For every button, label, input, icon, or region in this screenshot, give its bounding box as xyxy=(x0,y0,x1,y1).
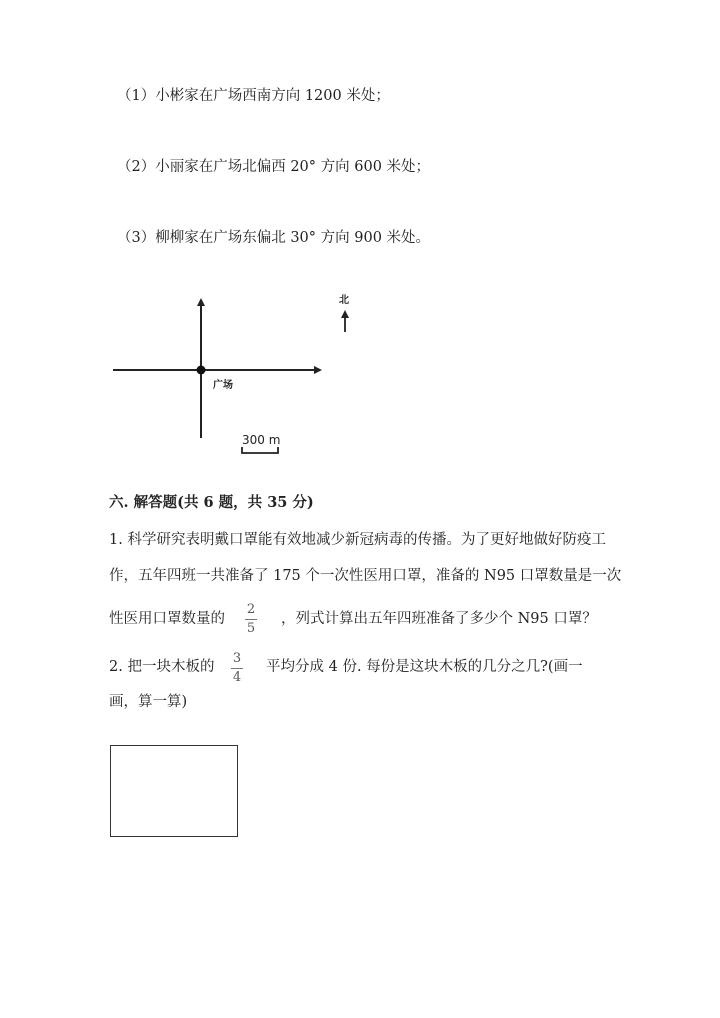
q2-line-1-pre: 2. 把一块木板的 xyxy=(109,659,215,675)
direction-diagram xyxy=(0,0,720,470)
q1-line-3-post: ，列式计算出五年四班准备了多少个 N95 口罩？ xyxy=(281,611,597,627)
condition-1: （1）小彬家在广场西南方向 1200 米处； xyxy=(117,88,390,104)
q1-fraction xyxy=(243,603,259,636)
q1-fraction-bar xyxy=(245,619,257,620)
q2-fraction xyxy=(229,652,245,685)
q1-line-2: 作，五年四班一共准备了 175 个一次性医用口罩，准备的 N95 口罩数量是一次 xyxy=(109,568,622,584)
q1-fraction-numerator: 2 xyxy=(246,602,256,617)
q2-fraction-bar xyxy=(231,668,243,669)
condition-3: （3）柳柳家在广场东偏北 30° 方向 900 米处。 xyxy=(117,230,431,246)
north-label: 北 xyxy=(339,295,349,306)
square-center-point xyxy=(197,366,206,375)
q2-line-1-post: 平均分成 4 份. 每份是这块木板的几分之几?(画一 xyxy=(266,659,583,675)
q1-line-1: 1. 科学研究表明戴口罩能有效地减少新冠病毒的传播。为了更好地做好防疫工 xyxy=(109,532,606,548)
q1-fraction-denominator: 5 xyxy=(246,621,256,636)
board-rectangle xyxy=(110,745,238,837)
center-label: 广场 xyxy=(213,380,233,391)
section-title: 六. 解答题(共 6 题，共 35 分) xyxy=(109,494,314,511)
q1-line-3-pre: 性医用口罩数量的 xyxy=(109,611,225,627)
scale-bar xyxy=(242,447,278,453)
scale-label: 300 m xyxy=(242,433,281,447)
condition-2: （2）小丽家在广场北偏西 20° 方向 600 米处； xyxy=(117,159,431,175)
q2-line-2: 画，算一算) xyxy=(109,694,188,710)
q2-fraction-numerator: 3 xyxy=(232,651,242,666)
q2-fraction-denominator: 4 xyxy=(232,670,242,685)
